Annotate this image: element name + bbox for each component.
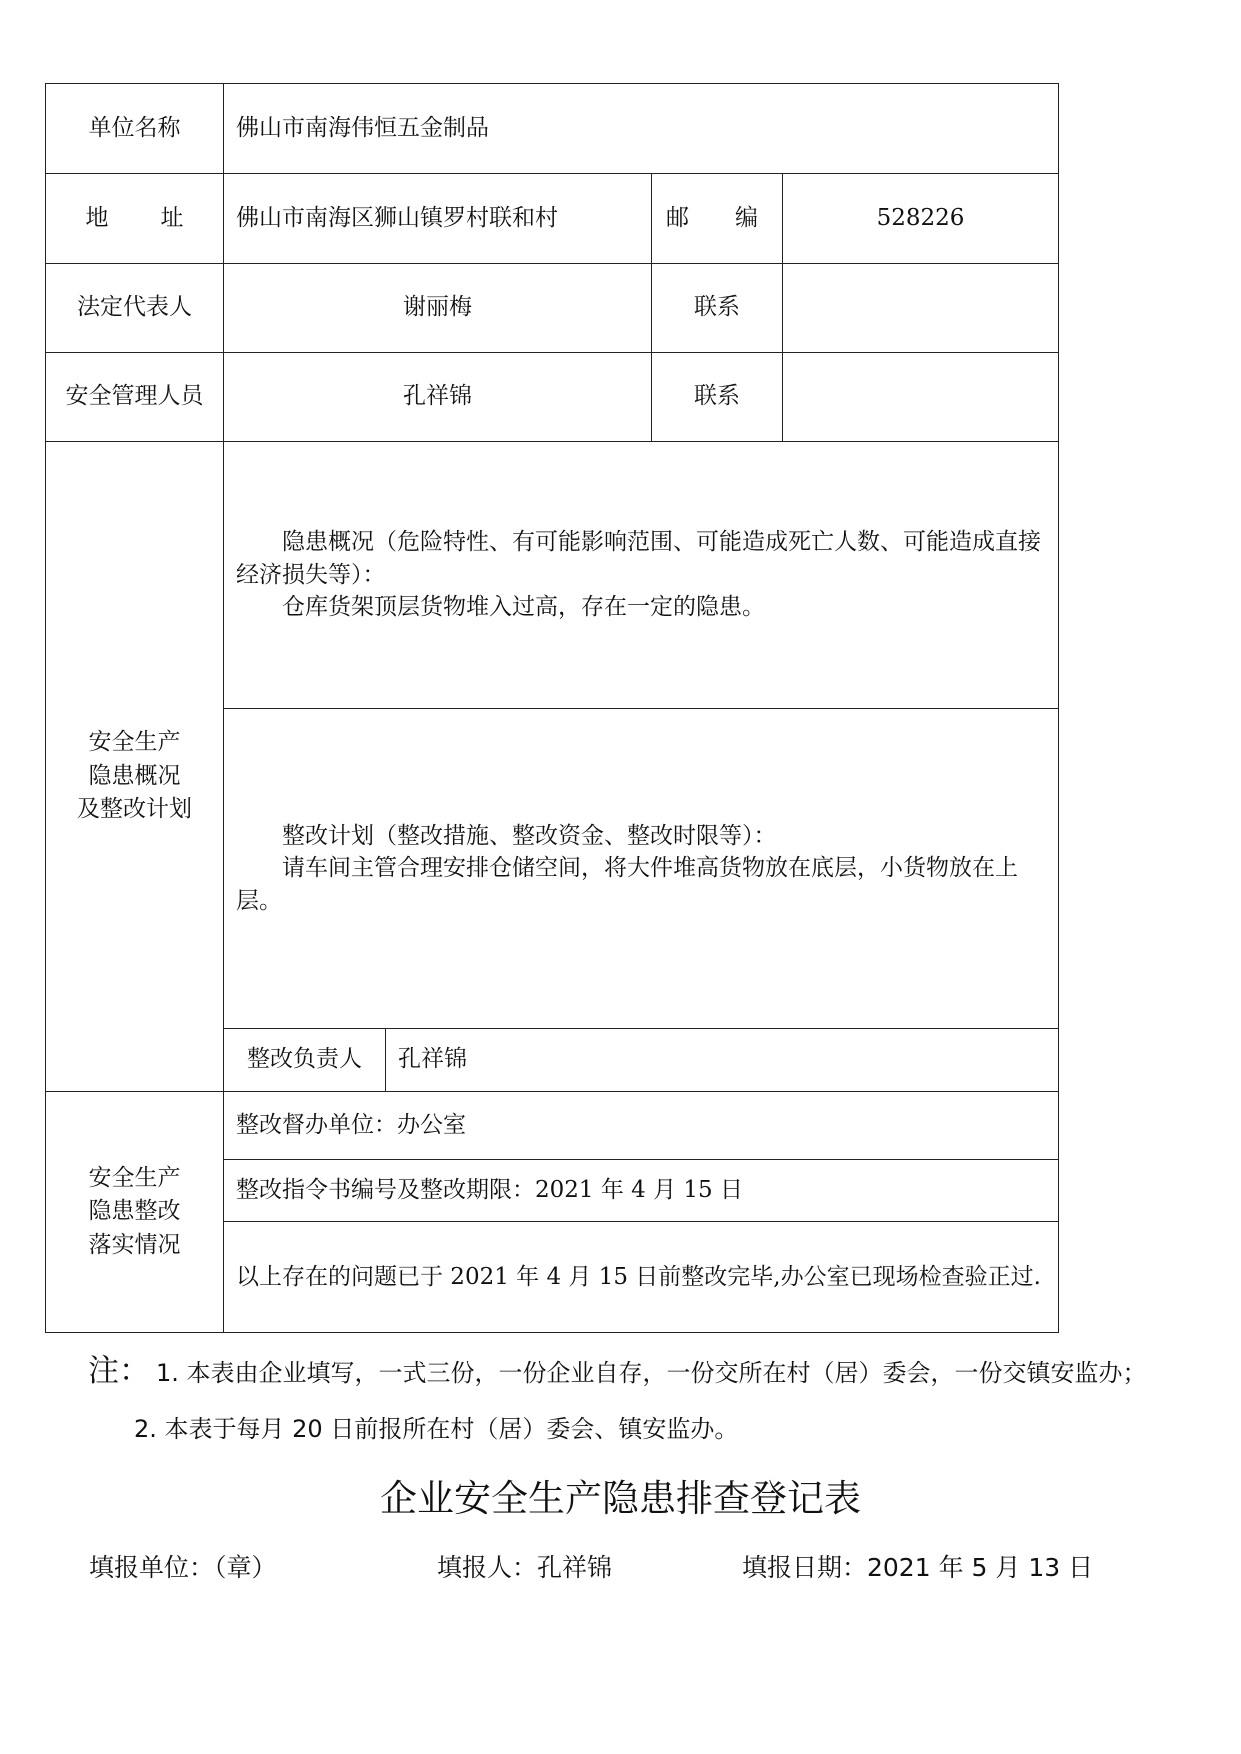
legal-rep-label: 法定代表人	[46, 264, 224, 353]
note-2: 2. 本表于每月 20 日前报所在村（居）委会、镇安监办。	[134, 1415, 739, 1443]
hazard-overview-cell	[224, 442, 1059, 709]
unit-name-label: 单位名称	[46, 84, 224, 174]
hazard-section-label-line1: 安全生产	[88, 729, 181, 756]
supervisor-unit: 整改督办单位：办公室	[224, 1092, 1059, 1160]
responsible-value: 孔祥锦	[386, 1029, 1059, 1092]
implementation-label-line2: 隐患整改	[88, 1198, 181, 1225]
hazard-overview-text: 仓库货架顶层货物堆入过高，存在一定的隐患。	[282, 594, 765, 621]
note-prefix: 注：	[88, 1353, 150, 1389]
row-safety-manager	[46, 353, 1059, 442]
row-legal-rep	[46, 264, 1059, 353]
postcode-label-b: 编	[735, 204, 758, 231]
footer-unit: 填报单位：（章）	[89, 1553, 277, 1582]
footer-reporter: 填报人：孔祥锦	[437, 1553, 613, 1582]
legal-rep-value: 谢丽梅	[224, 264, 652, 353]
responsible-label: 整改负责人	[224, 1029, 386, 1092]
postcode-label	[652, 174, 783, 264]
row-supervisor-unit	[46, 1092, 1059, 1160]
unit-name-value: 佛山市南海伟恒五金制品	[224, 84, 1059, 174]
row-address	[46, 174, 1059, 264]
note-1	[88, 1345, 1147, 1390]
contact-value-1	[783, 264, 1059, 353]
plan-text: 请车间主管合理安排仓储空间，将大件堆高货物放在底层，小货物放在上层。	[236, 855, 1018, 914]
address-label-b: 址	[160, 204, 184, 231]
document-title: 企业安全生产隐患排查登记表	[380, 1477, 861, 1520]
footer-date: 填报日期：2021 年 5 月 13 日	[742, 1553, 1094, 1582]
implementation-label-line1: 安全生产	[88, 1164, 181, 1191]
address-label-a: 地	[85, 204, 109, 231]
postcode-value: 528226	[783, 174, 1059, 264]
safety-manager-label: 安全管理人员	[46, 353, 224, 442]
contact-label-1: 联系	[652, 264, 783, 353]
hazard-section-label	[46, 442, 224, 1092]
note-1-text: 1. 本表由企业填写，一式三份，一份企业自存，一份交所在村（居）委会，一份交镇安监办；	[156, 1359, 1147, 1387]
hazard-section-label-line3: 及整改计划	[77, 796, 192, 823]
plan-heading: 整改计划（整改措施、整改资金、整改时限等）：	[282, 822, 777, 849]
address-value: 佛山市南海区狮山镇罗村联和村	[224, 174, 652, 264]
row-hazard-overview	[46, 442, 1059, 709]
row-unit-name	[46, 84, 1059, 174]
completion-text: 以上存在的问题已于 2021 年 4 月 15 日前整改完毕,办公室已现场检查验正过.	[224, 1222, 1059, 1333]
contact-value-2	[783, 353, 1059, 442]
implementation-label-line3: 落实情况	[88, 1231, 181, 1258]
hazard-registration-form	[45, 83, 1059, 1333]
contact-label-2: 联系	[652, 353, 783, 442]
postcode-label-a: 邮	[666, 204, 689, 231]
hazard-section-label-line2: 隐患概况	[88, 762, 181, 789]
order-deadline: 整改指令书编号及整改期限：2021 年 4 月 15 日	[224, 1160, 1059, 1222]
implementation-label	[46, 1092, 224, 1333]
hazard-overview-heading: 隐患概况（危险特性、有可能影响范围、可能造成死亡人数、可能造成直接经济损失等）：	[236, 529, 1041, 588]
safety-manager-value: 孔祥锦	[224, 353, 652, 442]
address-label	[46, 174, 224, 264]
plan-cell	[224, 709, 1059, 1029]
